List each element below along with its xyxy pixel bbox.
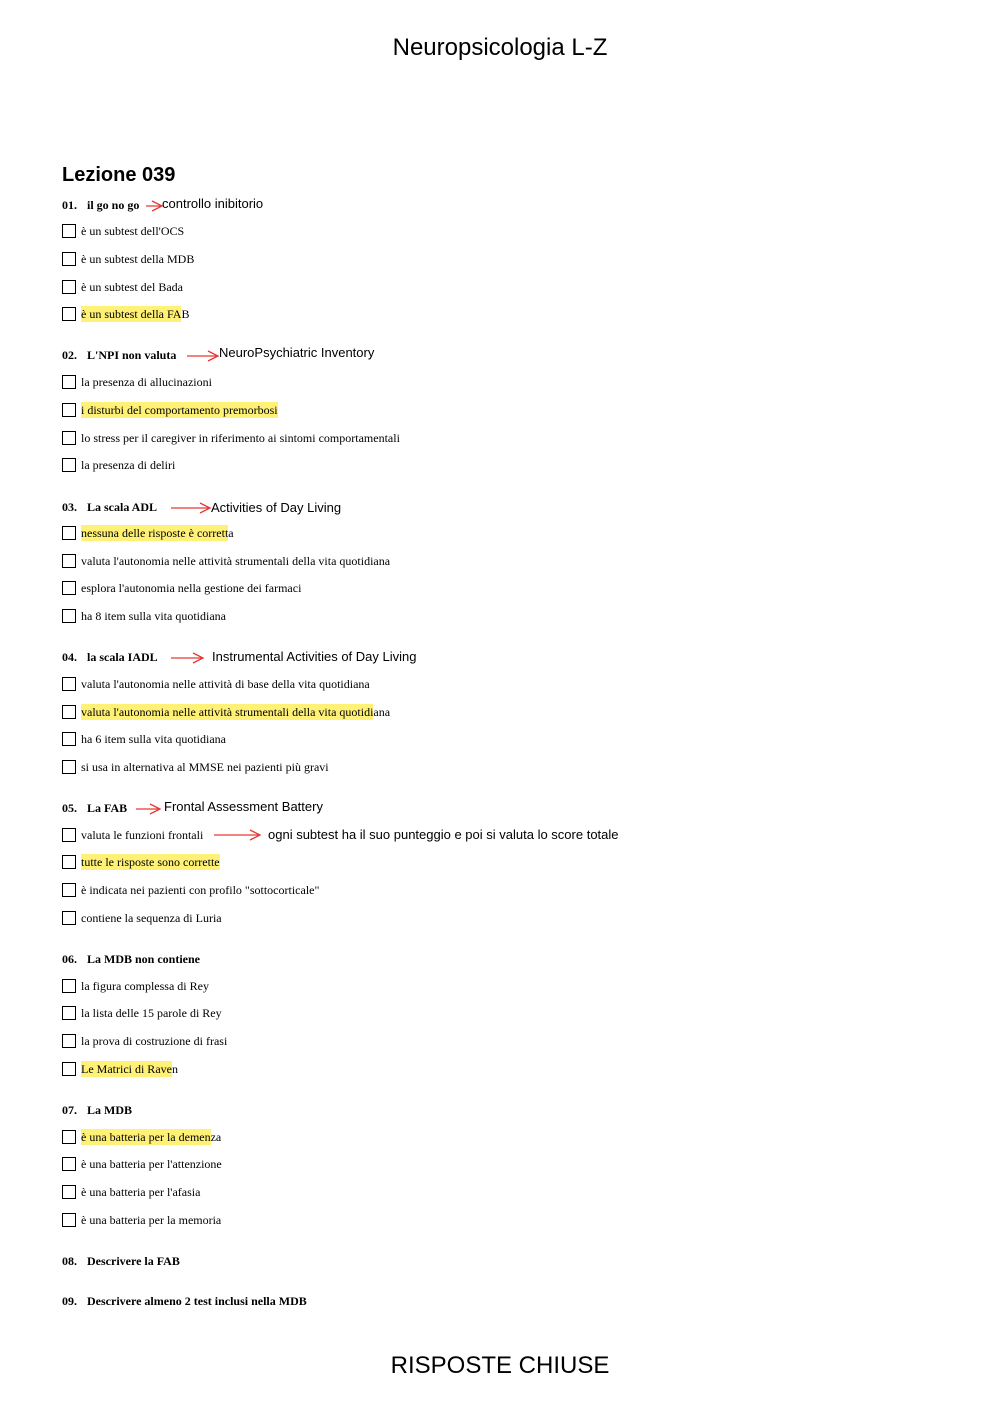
answer-text: la figura complessa di Rey — [81, 979, 209, 993]
checkbox[interactable] — [62, 458, 76, 472]
answer-option[interactable] — [62, 457, 175, 473]
question-9 — [62, 1293, 307, 1309]
question-2 — [62, 347, 176, 363]
answer-option[interactable] — [62, 1156, 222, 1172]
answer-option[interactable] — [62, 1005, 222, 1021]
arrow-icon — [213, 828, 262, 842]
checkbox[interactable] — [62, 431, 76, 445]
checkbox[interactable] — [62, 375, 76, 389]
answer-text: è una batteria per la memoria — [81, 1213, 222, 1227]
question-number: 08. — [62, 1254, 77, 1268]
highlighted-answer-text: è una batteria per la demen — [81, 1130, 211, 1144]
checkbox[interactable] — [62, 883, 76, 897]
checkbox[interactable] — [62, 224, 76, 238]
answer-option[interactable] — [62, 1033, 227, 1049]
checkbox[interactable] — [62, 705, 76, 719]
answer-text: la presenza di allucinazioni — [81, 375, 212, 389]
checkbox[interactable] — [62, 1157, 76, 1171]
answer-text: valuta l'autonomia nelle attività strumentali della vita quotidiana — [81, 554, 391, 568]
answer-text: è indicata nei pazienti con profilo "sottocorticale" — [81, 883, 320, 897]
question-7 — [62, 1102, 132, 1118]
checkbox[interactable] — [62, 1185, 76, 1199]
question-6 — [62, 951, 200, 967]
answer-option[interactable] — [62, 430, 400, 446]
question-text: Descrivere almeno 2 test inclusi nella MDB — [87, 1294, 307, 1308]
checkbox[interactable] — [62, 1213, 76, 1227]
checkbox[interactable] — [62, 526, 76, 540]
handwritten-note: Activities of Day Living — [211, 500, 342, 515]
question-number: 01. — [62, 198, 77, 212]
question-number: 02. — [62, 348, 77, 362]
footer-title: RISPOSTE CHIUSE — [390, 1352, 610, 1379]
checkbox[interactable] — [62, 828, 76, 842]
answer-option[interactable] — [62, 827, 203, 843]
answer-option[interactable] — [62, 731, 226, 747]
highlighted-answer-text: Le Matrici di Rave — [81, 1062, 172, 1076]
answer-option[interactable] — [62, 525, 234, 541]
answer-option[interactable] — [62, 676, 370, 692]
arrow-icon — [170, 501, 212, 515]
answer-option[interactable] — [62, 553, 390, 569]
answer-text: a — [228, 526, 234, 540]
handwritten-note: Frontal Assessment Battery — [164, 799, 323, 814]
arrow-icon — [186, 349, 220, 363]
answer-option[interactable] — [62, 1184, 200, 1200]
highlighted-answer-text: i disturbi del comportamento premorbosi — [81, 403, 278, 417]
answer-text: è un subtest del Bada — [81, 280, 183, 294]
answer-text: la lista delle 15 parole di Rey — [81, 1006, 222, 1020]
lesson-title: Lezione 039 — [62, 164, 176, 186]
answer-text: B — [181, 307, 190, 321]
question-text: la scala IADL — [87, 650, 158, 664]
answer-text: valuta l'autonomia nelle attività di base della vita quotidiana — [81, 677, 370, 691]
question-text: Descrivere la FAB — [87, 1254, 180, 1268]
checkbox[interactable] — [62, 609, 76, 623]
handwritten-note: controllo inibitorio — [162, 196, 264, 211]
checkbox[interactable] — [62, 1130, 76, 1144]
answer-text: za — [210, 1130, 222, 1144]
answer-option[interactable] — [62, 306, 189, 322]
checkbox[interactable] — [62, 1034, 76, 1048]
answer-text: la prova di costruzione di frasi — [81, 1034, 228, 1048]
checkbox[interactable] — [62, 760, 76, 774]
question-number: 03. — [62, 500, 77, 514]
question-number: 04. — [62, 650, 77, 664]
checkbox[interactable] — [62, 554, 76, 568]
answer-text: contiene la sequenza di Luria — [81, 911, 222, 925]
question-text: La MDB non contiene — [87, 952, 201, 966]
answer-option[interactable] — [62, 978, 209, 994]
answer-text: è una batteria per l'afasia — [81, 1185, 201, 1199]
checkbox[interactable] — [62, 732, 76, 746]
checkbox[interactable] — [62, 1062, 76, 1076]
checkbox[interactable] — [62, 1006, 76, 1020]
question-3 — [62, 499, 157, 515]
handwritten-note: NeuroPsychiatric Inventory — [219, 345, 375, 360]
question-number: 09. — [62, 1294, 77, 1308]
answer-text: ha 6 item sulla vita quotidiana — [81, 732, 226, 746]
answer-text: si usa in alternativa al MMSE nei pazienti più gravi — [81, 760, 329, 774]
question-number: 05. — [62, 801, 77, 815]
question-text: La scala ADL — [87, 500, 158, 514]
question-text: La MDB — [87, 1103, 132, 1117]
answer-text: ha 8 item sulla vita quotidiana — [81, 609, 226, 623]
question-text: La FAB — [87, 801, 128, 815]
question-text: il go no go — [87, 198, 140, 212]
checkbox[interactable] — [62, 307, 76, 321]
answer-option[interactable] — [62, 910, 222, 926]
checkbox[interactable] — [62, 403, 76, 417]
arrow-icon — [135, 802, 162, 816]
answer-option[interactable] — [62, 1212, 221, 1228]
answer-text: la presenza di deliri — [81, 458, 176, 472]
answer-text: lo stress per il caregiver in riferimento ai sintomi comportamentali — [81, 431, 400, 445]
answer-text: valuta le funzioni frontali — [81, 828, 204, 842]
checkbox[interactable] — [62, 581, 76, 595]
highlighted-answer-text: nessuna delle risposte è corrett — [81, 526, 229, 540]
answer-option[interactable] — [62, 402, 278, 418]
question-1 — [62, 197, 139, 213]
question-5 — [62, 800, 127, 816]
arrow-icon — [170, 651, 205, 665]
checkbox[interactable] — [62, 280, 76, 294]
answer-text: esplora l'autonomia nella gestione dei farmaci — [81, 581, 302, 595]
question-number: 06. — [62, 952, 77, 966]
answer-text: n — [171, 1062, 178, 1076]
checkbox[interactable] — [62, 911, 76, 925]
question-number: 07. — [62, 1103, 77, 1117]
checkbox[interactable] — [62, 855, 76, 869]
highlighted-answer-text: è un subtest della FA — [81, 307, 182, 321]
answer-option[interactable] — [62, 1129, 221, 1145]
checkbox[interactable] — [62, 979, 76, 993]
answer-option[interactable] — [62, 374, 212, 390]
checkbox[interactable] — [62, 252, 76, 266]
answer-option[interactable] — [62, 251, 194, 267]
answer-text: ana — [373, 705, 391, 719]
highlighted-answer-text: valuta l'autonomia nelle attività strumentali della vita quotidi — [81, 705, 374, 719]
answer-option[interactable] — [62, 223, 184, 239]
answer-option[interactable] — [62, 704, 390, 720]
question-8 — [62, 1253, 180, 1269]
answer-option[interactable] — [62, 759, 329, 775]
question-text: L'NPI non valuta — [87, 348, 177, 362]
answer-option[interactable] — [62, 1061, 178, 1077]
answer-option[interactable] — [62, 580, 301, 596]
checkbox[interactable] — [62, 677, 76, 691]
handwritten-note: Instrumental Activities of Day Living — [212, 649, 417, 664]
page-title: Neuropsicologia L-Z — [392, 34, 608, 61]
answer-text: è un subtest dell'OCS — [81, 224, 185, 238]
answer-option[interactable] — [62, 882, 319, 898]
answer-option[interactable] — [62, 854, 220, 870]
answer-text: è un subtest della MDB — [81, 252, 195, 266]
answer-option[interactable] — [62, 608, 226, 624]
answer-text: è una batteria per l'attenzione — [81, 1157, 222, 1171]
highlighted-answer-text: tutte le risposte sono corrette — [81, 855, 220, 869]
question-4 — [62, 649, 158, 665]
answer-option[interactable] — [62, 279, 183, 295]
handwritten-note: ogni subtest ha il suo punteggio e poi si valuta lo score totale — [268, 827, 619, 842]
